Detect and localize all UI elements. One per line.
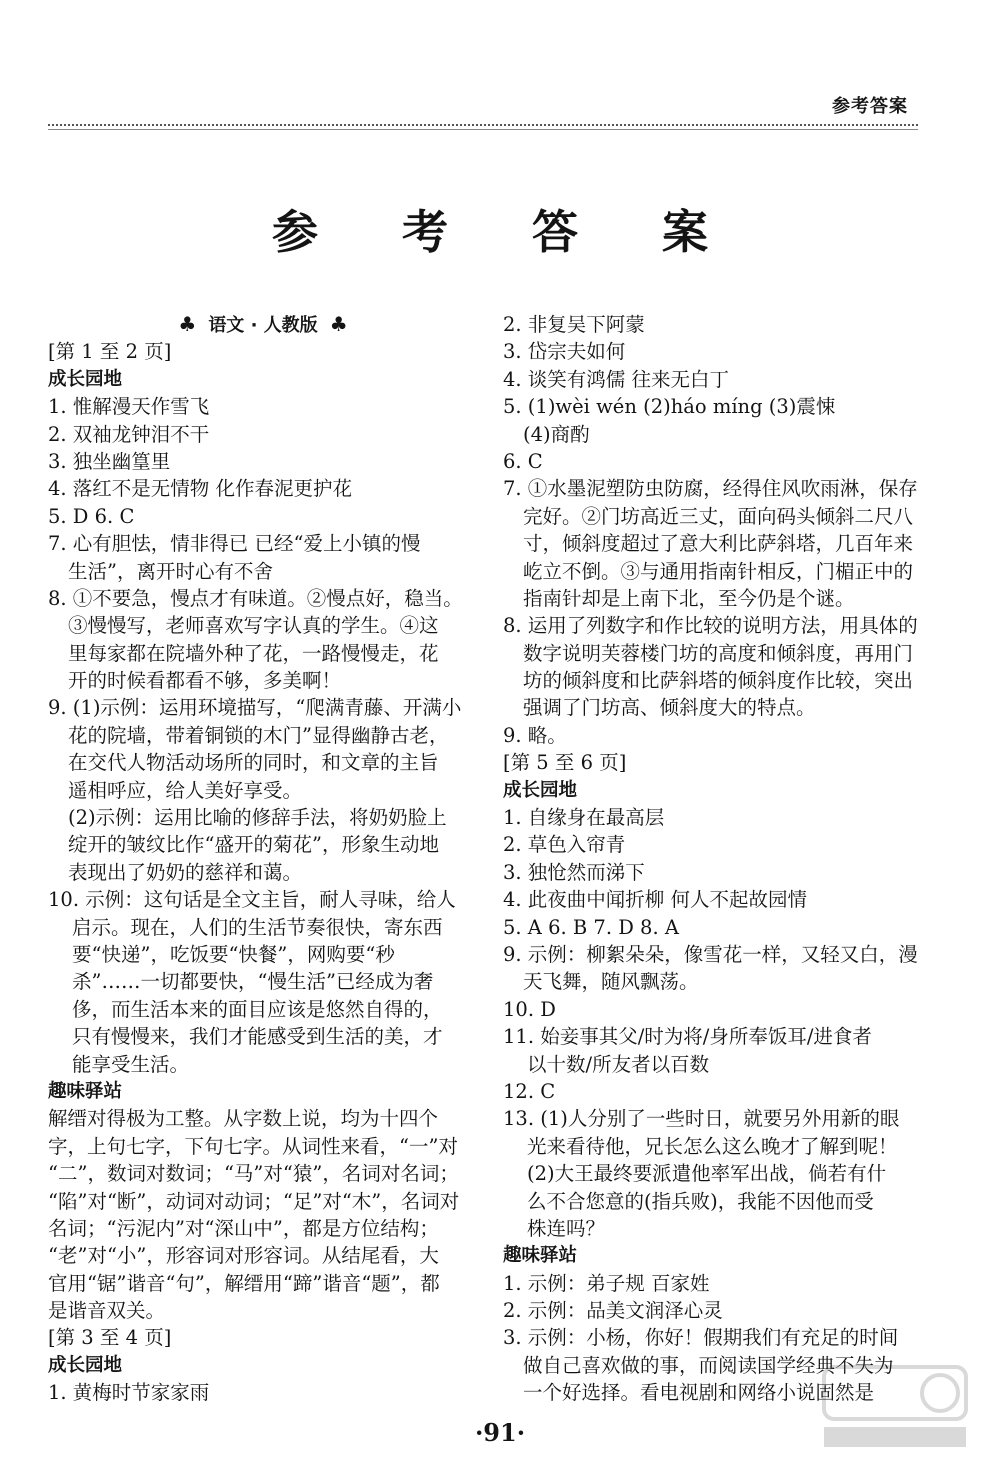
answer-line: 是谐音双关。 — [48, 1299, 166, 1323]
answer-line: 6. C — [503, 449, 543, 473]
answer-line: 株连吗？ — [527, 1216, 606, 1240]
answer-line: 花的院墙，带着铜锁的木门”显得幽静古老， — [68, 723, 449, 747]
answer-line: [第 1 至 2 页] — [48, 340, 172, 364]
answer-line: 1. 示例：弟子规 百家姓 — [503, 1271, 710, 1295]
answer-line: 侈，而生活本来的面目应该是悠然自得的， — [72, 997, 443, 1021]
answer-line: 4. 落红不是无情物 化作春泥更护花 — [48, 477, 353, 501]
left-column — [48, 311, 478, 1407]
answer-line: 解缙对得极为工整。从字数上说，均为十四个 — [48, 1107, 439, 1131]
answer-line: 4. 谈笑有鸿儒 往来无白丁 — [503, 367, 730, 391]
answer-line: 一个好选择。看电视剧和网络小说固然是 — [523, 1381, 875, 1405]
answer-line: 天飞舞，随风飘荡。 — [523, 970, 699, 994]
section-heading — [48, 311, 478, 338]
answer-line: 3. 岱宗夫如何 — [503, 340, 626, 364]
subsection-heading: 成长园地 — [48, 368, 123, 390]
answer-line: 11. 始妾事其父/时为将/身所奉饭耳/进食者 — [503, 1025, 872, 1049]
subsection-heading: 趣味驿站 — [48, 1080, 123, 1102]
club-icon: ♣ — [178, 312, 197, 336]
page-title: 参 考 答 案 — [271, 205, 743, 259]
answer-line: 做自己喜欢做的事，而阅读国学经典不失为 — [523, 1353, 894, 1377]
answer-line: 3. 独怆然而涕下 — [503, 860, 645, 884]
answer-line: 数字说明芙蓉楼门坊的高度和倾斜度，再用门 — [523, 641, 914, 665]
answer-line: 1. 自缘身在最高层 — [503, 806, 665, 830]
answer-line: 寸，倾斜度超过了意大利比萨斜塔，几百年来 — [523, 532, 914, 556]
answer-line: 2. 示例：品美文润泽心灵 — [503, 1299, 723, 1323]
answer-line: (4)商酌 — [523, 422, 590, 446]
answer-line: 字，上句七字，下句七字。从词性来看，“一”对 — [48, 1134, 458, 1158]
answer-line: 绽开的皱纹比作“盛开的菊花”，形象生动地 — [68, 833, 439, 857]
answer-line: (2)大王最终要派遣他率军出战，倘若有什 — [527, 1162, 887, 1186]
page-number: ·91· — [474, 1418, 526, 1447]
left-answer-lines — [48, 338, 478, 1406]
answer-line: 光来看待他，兄长怎么这么晚才了解到呢！ — [527, 1134, 898, 1158]
club-icon: ♣ — [329, 312, 348, 336]
answer-line: 能享受生活。 — [72, 1052, 190, 1076]
answer-line: 里每家都在院墙外种了花，一路慢慢走，花 — [68, 641, 439, 665]
answer-line: [第 5 至 6 页] — [503, 751, 627, 775]
answer-line: 8. ①不要急，慢点才有味道。②慢点好，稳当。 — [48, 586, 463, 610]
answer-line: 以十数/所友者以百数 — [527, 1052, 710, 1076]
answer-line: 1. 黄梅时节家家雨 — [48, 1381, 210, 1405]
answer-line: 4. 此夜曲中闻折柳 何人不起故园情 — [503, 888, 808, 912]
answer-line: (2)示例：运用比喻的修辞手法，将奶奶脸上 — [68, 806, 447, 830]
answer-line: [第 3 至 4 页] — [48, 1326, 172, 1350]
answer-line: 么不合您意的(指兵败)，我能不因他而受 — [527, 1189, 874, 1213]
answer-line: 只有慢慢来，我们才能感受到生活的美，才 — [72, 1025, 443, 1049]
answer-line: “陷”对“断”，动词对动词；“足”对“木”，名词对 — [48, 1189, 460, 1213]
subsection-heading: 趣味驿站 — [503, 1245, 578, 1267]
answer-line: 完好。②门坊高近三丈，面向码头倾斜二尺八 — [523, 504, 914, 528]
answer-line: 8. 运用了列数字和作比较的说明方法，用具体的 — [503, 614, 918, 638]
answer-line: 表现出了奶奶的慈祥和蔼。 — [68, 860, 303, 884]
subsection-heading: 成长园地 — [503, 779, 578, 801]
answer-line: 3. 独坐幽篁里 — [48, 449, 171, 473]
answer-line: 官用“锯”谐音“句”，解缙用“蹄”谐音“题”，都 — [48, 1271, 440, 1295]
answer-line: ③慢慢写，老师喜欢写字认真的学生。④这 — [68, 614, 439, 638]
section-heading-text: 语文 · 人教版 — [208, 315, 318, 336]
answer-line: 强调了门坊高、倾斜度大的特点。 — [523, 696, 816, 720]
header-solid-rule — [48, 129, 918, 130]
answer-line: 屹立不倒。③与通用指南针相反，门楣正中的 — [523, 559, 914, 583]
subsection-heading: 成长园地 — [48, 1354, 123, 1376]
answer-line: 坊的倾斜度和比萨斜塔的倾斜度作比较，突出 — [523, 669, 914, 693]
right-answer-lines — [503, 311, 933, 1407]
answer-line: 指南针却是上南下北，至今仍是个谜。 — [523, 586, 855, 610]
answer-line: 9. (1)示例：运用环境描写，“爬满青藤、开满小 — [48, 696, 462, 720]
header-dotted-rule — [48, 124, 918, 126]
answer-line: 2. 非复吴下阿蒙 — [503, 313, 645, 336]
watermark-logo-icon — [820, 1363, 970, 1453]
answer-line: 7. 心有胆怯，情非得已 已经“爱上小镇的慢 — [48, 532, 421, 556]
answer-line: 在交代人物活动场所的同时，和文章的主旨 — [68, 751, 439, 775]
answer-line: 开的时候看都看不够，多美啊！ — [68, 669, 342, 693]
answer-line: 10. D — [503, 997, 556, 1021]
answer-line: 5. (1)wèi wén (2)háo míng (3)震悚 — [503, 395, 836, 419]
answer-line: 要“快递”，吃饭要“快餐”，网购要“秒 — [72, 942, 395, 966]
answer-line: 9. 示例：柳絮朵朵，像雪花一样，又轻又白，漫 — [503, 942, 918, 966]
answer-line: 12. C — [503, 1079, 556, 1103]
answer-line: 生活”，离开时心有不舍 — [68, 559, 273, 583]
answer-line: 启示。现在，人们的生活节奏很快，寄东西 — [72, 915, 443, 939]
answer-line: 10. 示例：这句话是全文主旨，耐人寻味，给人 — [48, 888, 456, 912]
answer-line: 13. (1)人分别了一些时日，就要另外用新的眼 — [503, 1107, 900, 1131]
answer-line: 3. 示例：小杨，你好！假期我们有充足的时间 — [503, 1326, 899, 1350]
answer-line: 9. 略。 — [503, 723, 567, 747]
answer-line: 1. 惟解漫天作雪飞 — [48, 395, 210, 419]
answer-line: 2. 双袖龙钟泪不干 — [48, 422, 210, 446]
answer-line: “老”对“小”，形容词对形容词。从结尾看，大 — [48, 1244, 439, 1268]
header-section-label: 参考答案 — [832, 96, 908, 117]
answer-line: 杀”……一切都要快，“慢生活”已经成为奢 — [72, 970, 434, 994]
answer-line: 名词；“污泥内”对“深山中”，都是方位结构； — [48, 1216, 439, 1240]
right-column — [503, 311, 933, 1407]
answer-line: “二”，数词对数词；“马”对“猿”，名词对名词； — [48, 1162, 459, 1186]
answer-line: 遥相呼应，给人美好享受。 — [68, 778, 303, 802]
answer-line: 2. 草色入帘青 — [503, 833, 626, 857]
answer-line: 5. D 6. C — [48, 504, 135, 528]
answer-line: 5. A 6. B 7. D 8. A — [503, 915, 679, 939]
answer-line: 7. ①水墨泥塑防虫防腐，经得住风吹雨淋，保存 — [503, 477, 918, 501]
